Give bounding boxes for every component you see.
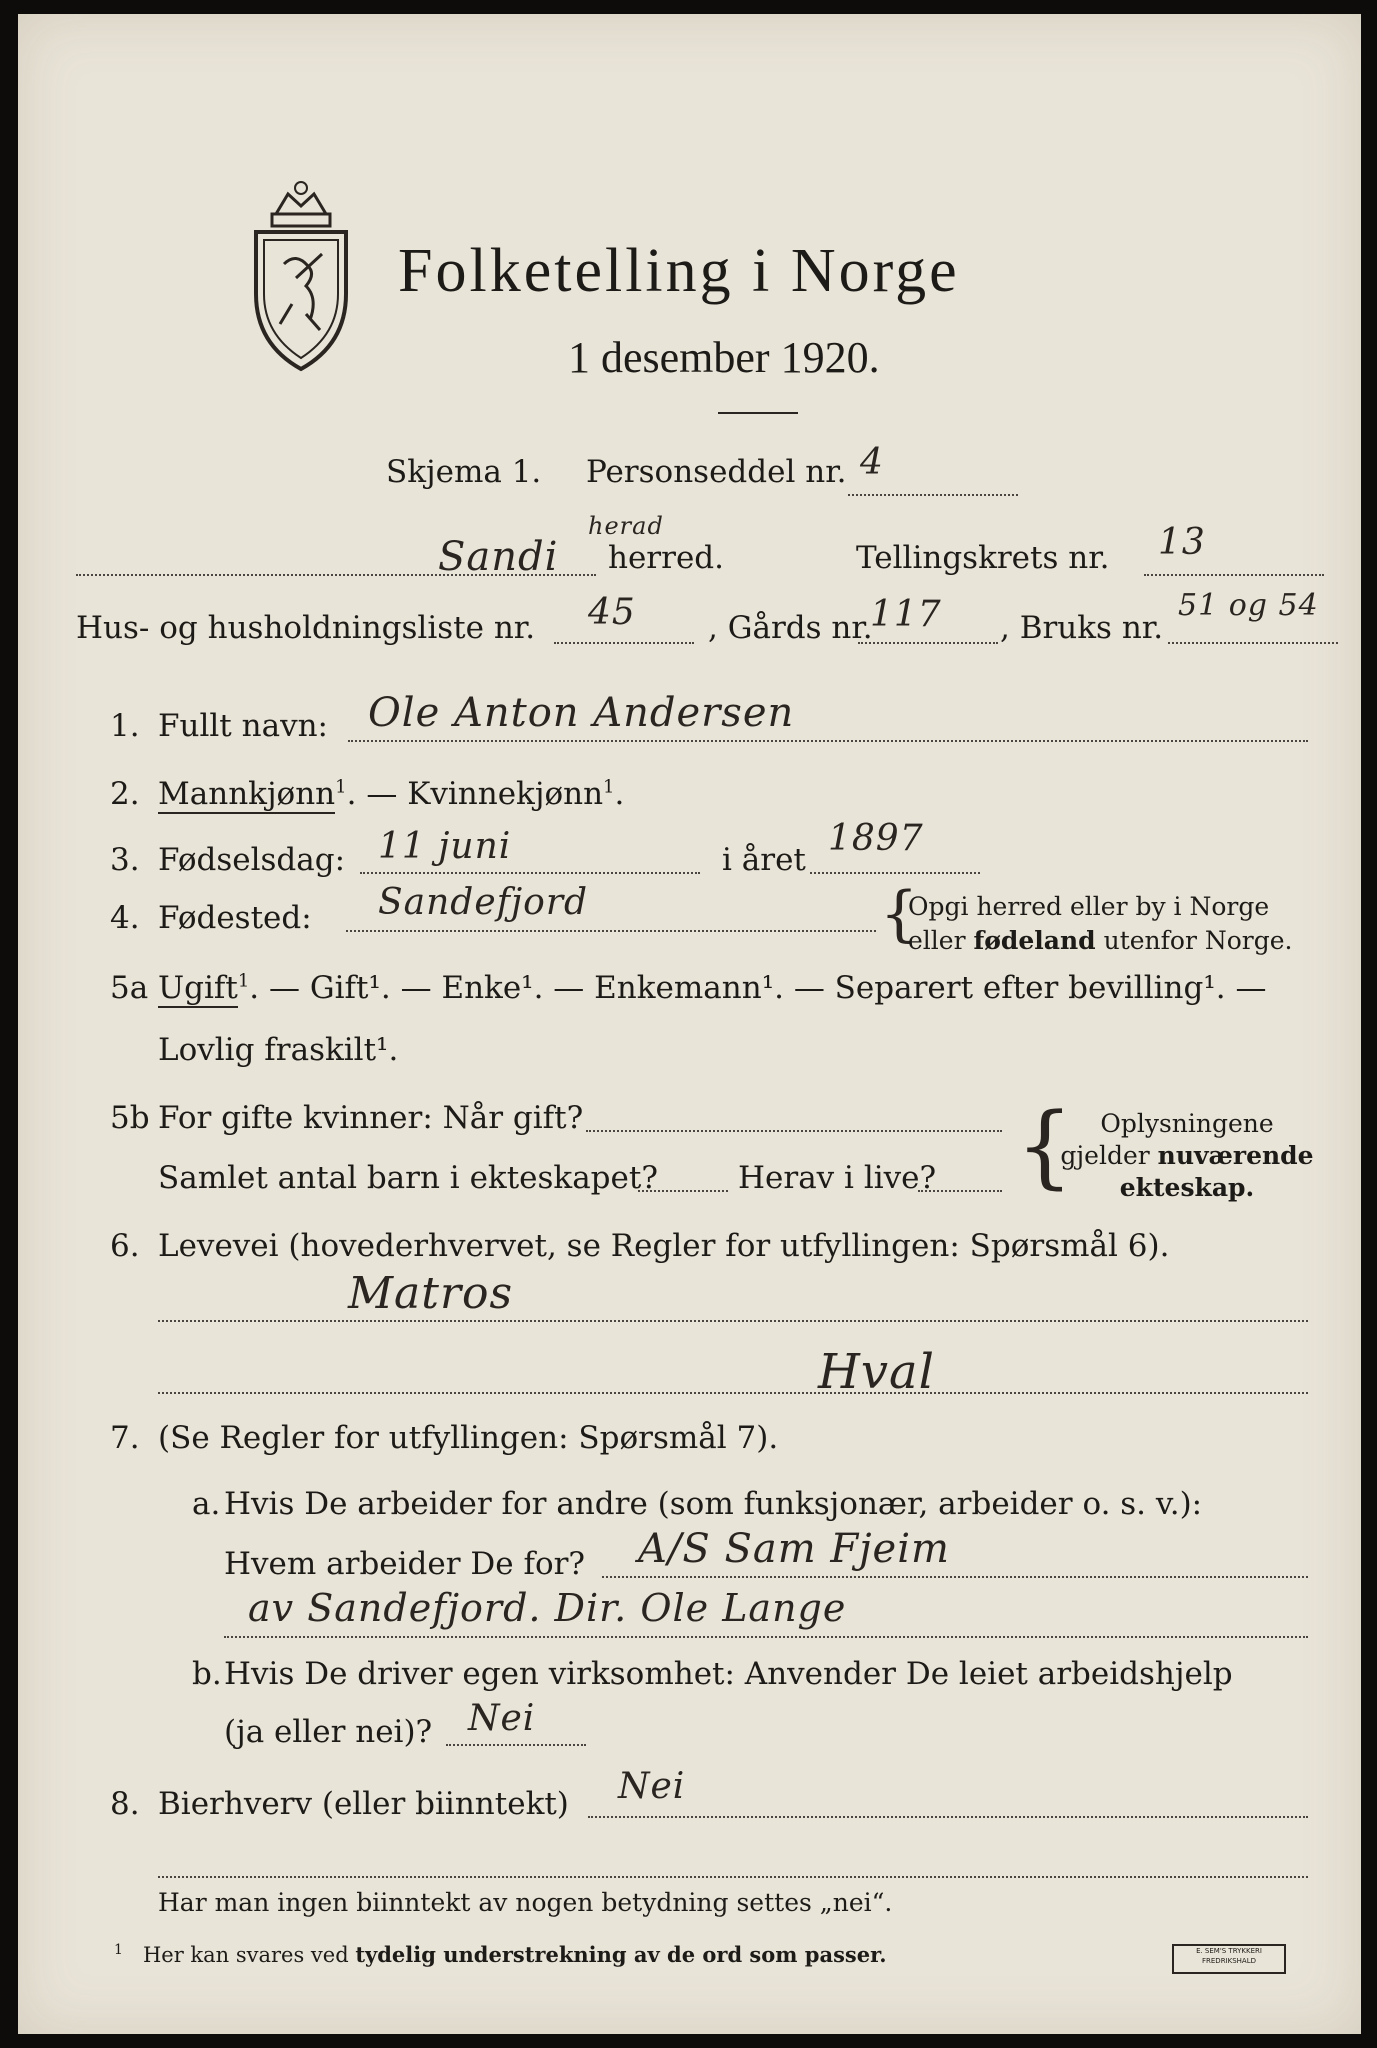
form-date: 1 desember 1920. xyxy=(568,333,880,382)
form-title: Folketelling i Norge xyxy=(398,237,960,305)
bruks-value: 51 og 54 xyxy=(1178,588,1319,623)
q4-note-line1: Opgi herred eller by i Norge xyxy=(908,892,1270,921)
q3-value: 11 juni xyxy=(378,826,512,867)
q7a-label: Hvis De arbeider for andre (som funksjonær, arbeider o. s. v.): xyxy=(224,1486,1203,1522)
q5a-line2: Lovlig fraskilt¹. xyxy=(158,1032,399,1068)
hus-dotted-line xyxy=(554,642,694,644)
q7a-dotted-line-1 xyxy=(602,1576,1308,1578)
q7b-value: Nei xyxy=(468,1698,536,1739)
q1-label: Fullt navn: xyxy=(158,708,328,744)
tellingskrets-label: Tellingskrets nr. xyxy=(856,540,1110,576)
q5b-label: For gifte kvinner: Når gift? xyxy=(158,1100,584,1136)
q7a-value-2: av Sandefjord. Dir. Ole Lange xyxy=(248,1586,847,1630)
q1-number: 1. xyxy=(110,708,140,744)
q7a-dotted-line-2 xyxy=(224,1636,1308,1638)
q7a-letter: a. xyxy=(192,1486,221,1522)
q4-note-line2: eller fødeland utenfor Norge. xyxy=(908,926,1293,955)
q5b-live-dotted-line xyxy=(918,1190,1002,1192)
schema-label: Skjema 1. xyxy=(386,454,542,490)
q8-dotted-line-1 xyxy=(588,1816,1308,1818)
hus-label: Hus- og husholdningsliste nr. xyxy=(76,610,536,646)
q4-note xyxy=(908,890,1292,958)
gards-label: , Gårds nr. xyxy=(708,610,873,646)
q3-year-dotted-line xyxy=(810,872,980,874)
q3-year-label: i året xyxy=(722,842,806,878)
q5b-dotted-line xyxy=(586,1130,1002,1132)
q1-value: Ole Anton Andersen xyxy=(368,690,795,736)
q7-number: 7. xyxy=(110,1420,140,1456)
herred-overwrite: herad xyxy=(588,512,664,540)
printer-stamp: E. SEM'S TRYKKERI FREDRIKSHALD xyxy=(1172,1944,1286,1974)
q5b-number: 5b xyxy=(110,1100,150,1136)
q2-number: 2. xyxy=(110,776,140,812)
q5b-note-line2: gjelder nuværende xyxy=(1060,1141,1314,1170)
q7a-value-1: A/S Sam Fjeim xyxy=(638,1526,950,1572)
q7b-dotted-line xyxy=(446,1744,586,1746)
q8-number: 8. xyxy=(110,1786,140,1822)
q6-dotted-line-2 xyxy=(158,1392,1308,1394)
q2-options: Mannkjønn$^1$. — Kvinnekjønn$^1$. xyxy=(158,776,625,812)
q2-separator: — xyxy=(366,776,398,812)
q6-value: Matros xyxy=(348,1268,514,1319)
herred-dotted-line xyxy=(76,574,596,576)
personseddel-dotted-line xyxy=(848,494,1018,496)
footnote-mark: 1 xyxy=(114,1942,123,1958)
herred-value: Sandi xyxy=(438,534,559,580)
tellingskrets-value: 13 xyxy=(1158,522,1206,563)
census-form xyxy=(18,14,1361,2034)
q7a-question: Hvem arbeider De for? xyxy=(224,1546,586,1582)
q7b-letter: b. xyxy=(192,1656,222,1692)
q7b-question: (ja eller nei)? xyxy=(224,1714,433,1750)
q5b-barn-dotted-line xyxy=(638,1190,728,1192)
gards-value: 117 xyxy=(870,594,942,635)
q6-label: Levevei (hovederhvervet, se Regler for utfyllingen: Spørsmål 6). xyxy=(158,1228,1170,1264)
herred-label: herred. xyxy=(608,540,724,576)
q8-label: Bierhverv (eller biinntekt) xyxy=(158,1786,569,1822)
q2-mann: Mannkjønn xyxy=(158,776,336,812)
q4-number: 4. xyxy=(110,900,140,936)
q8-value: Nei xyxy=(618,1766,686,1807)
q5b-note-brace: { xyxy=(1016,1094,1074,1199)
q4-dotted-line xyxy=(346,930,876,932)
q5a-options: Ugift$^1$. — Gift¹. — Enke¹. — Enkemann¹. — Separert efter bevilling¹. — xyxy=(158,970,1267,1006)
q3-dotted-line xyxy=(360,872,700,874)
q4-label: Fødested: xyxy=(158,900,312,936)
q3-label: Fødselsdag: xyxy=(158,842,346,878)
q6-number: 6. xyxy=(110,1228,140,1264)
q3-number: 3. xyxy=(110,842,140,878)
hus-value: 45 xyxy=(588,592,636,633)
title-rule xyxy=(718,412,798,414)
q8-dotted-line-2 xyxy=(158,1876,1308,1878)
q4-note-brace: { xyxy=(880,879,919,949)
q5b-live-label: Herav i live? xyxy=(738,1160,937,1196)
q7b-label: Hvis De driver egen virksomhet: Anvender De leiet arbeidshjelp xyxy=(224,1656,1233,1692)
gards-dotted-line xyxy=(858,642,998,644)
q3-year-value: 1897 xyxy=(828,818,924,859)
q2-kvinne: Kvinnekjønn xyxy=(407,776,604,812)
q5a-other-options: . — Gift¹. — Enke¹. — Enkemann¹. — Separert efter bevilling¹. — xyxy=(249,970,1267,1006)
tellingskrets-dotted-line xyxy=(1144,574,1324,576)
q5b-note-line1: Oplysningene xyxy=(1100,1109,1274,1138)
q5b-note xyxy=(1052,1108,1322,1204)
coat-of-arms-icon xyxy=(236,174,366,374)
q7-label: (Se Regler for utfyllingen: Spørsmål 7). xyxy=(158,1420,779,1456)
bruks-label: , Bruks nr. xyxy=(1000,610,1164,646)
q5a-ugift: Ugift xyxy=(158,970,238,1006)
personseddel-label: Personseddel nr. xyxy=(586,454,847,490)
q5a-number: 5a xyxy=(110,970,149,1006)
q5b-barn-label: Samlet antal barn i ekteskapet? xyxy=(158,1160,658,1196)
q4-value: Sandefjord xyxy=(378,882,589,923)
footnote: $^1$ Her kan svares ved tydelig understrekning av de ord som passer. xyxy=(114,1942,887,1967)
q1-dotted-line xyxy=(348,740,1308,742)
q6-extra-value: Hval xyxy=(818,1344,935,1400)
q5b-note-line3: ekteskap. xyxy=(1119,1173,1255,1202)
no-income-note: Har man ingen biinntekt av nogen betydning settes „nei“. xyxy=(158,1888,893,1917)
q6-dotted-line-1 xyxy=(158,1320,1308,1322)
personseddel-value: 4 xyxy=(860,442,884,483)
bruks-dotted-line xyxy=(1168,642,1338,644)
